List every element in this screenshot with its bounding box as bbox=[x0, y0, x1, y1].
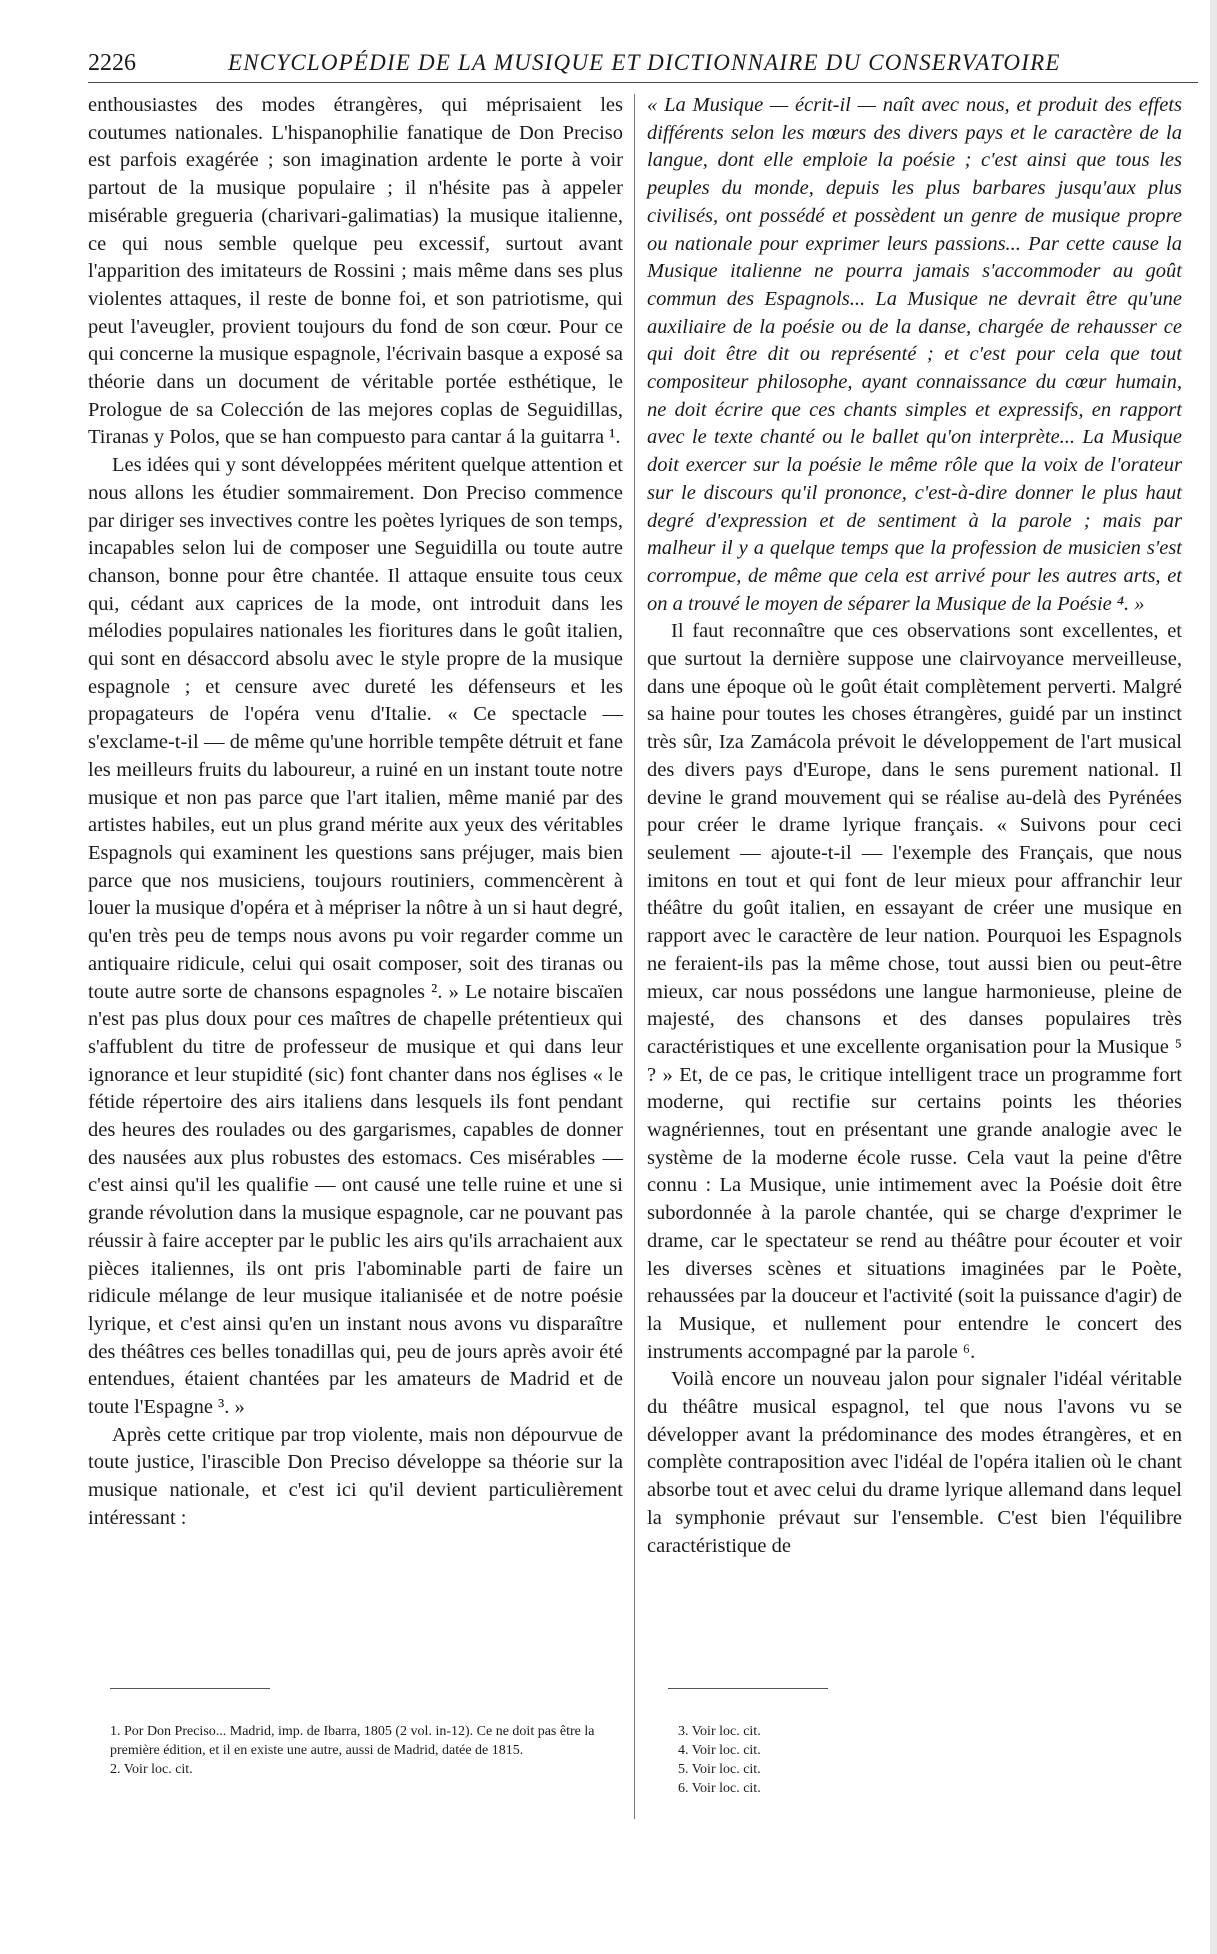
footnotes-right bbox=[678, 1722, 978, 1798]
left-paragraph-3: Après cette critique par trop violente, mais non dépourvue de toute justice, l'irascible Don Preciso développe sa théorie sur la musique nationale, et c'est ici qu'il devient particulièrement intéressant : bbox=[88, 1423, 623, 1529]
running-header bbox=[88, 46, 1198, 83]
right-paragraph-3: Voilà encore un nouveau jalon pour signaler l'idéal véritable du théâtre musical espagnol, tel que nous l'avons vu se développer avant la prédominance des modes étrangères, et en complète contraposition avec l'idéal de l'opéra italien où le chant absorbe tout et avec celui du drame lyrique allemand dans lequel la symphonie prévaut sur l'ensemble. C'est bien l'équilibre caractéristique de bbox=[647, 1368, 1182, 1557]
footnote-rule-right bbox=[668, 1688, 828, 1689]
page-edge bbox=[1210, 0, 1217, 1954]
footnote-4: 4. Voir loc. cit. bbox=[678, 1743, 761, 1758]
header-title: ENCYCLOPÉDIE DE LA MUSIQUE ET DICTIONNAIRE DU CONSERVATOIRE bbox=[228, 50, 1061, 75]
left-paragraph-1: enthousiastes des modes étrangères, qui méprisaient les coutumes nationales. L'hispanophilie fanatique de Don Preciso est parfois exagérée ; son imagination ardente le porte à voir partout de la musique populaire ; il n'hésite pas à appeler misérable gregueria (charivari-galimatias) la musique italienne, ce qui nous semble quelque peu excessif, surtout avant l'apparition des imitateurs de Rossini ; mais même dans ses plus violentes attaques, il reste de bonne foi, et son patriotisme, qui peut l'aveugler, provient toujours du fond de son cœur. Pour ce qui concerne la musique espagnole, l'écrivain basque a exposé sa théorie dans un document de véritable portée esthétique, le Prologue de sa Colección de las mejores coplas de Seguidillas, Tiranas y Polos, que se han compuesto para cantar á la guitarra ¹. bbox=[88, 94, 623, 449]
left-paragraph-2: Les idées qui y sont développées méritent quelque attention et nous allons les étudier sommairement. Don Preciso commence par diriger ses invectives contre les poètes lyriques de son temps, incapables selon lui de composer une Seguidilla ou toute autre chanson, bonne pour être chantée. Il attaque ensuite tous ceux qui, cédant aux caprices de la mode, ont introduit dans les mélodies populaires nationales les fioritures dans le goût italien, qui sont en désaccord absolu avec le style propre de la musique espagnole ; et censure avec dureté les défenseurs et les propagateurs de l'opéra venu d'Italie. « Ce spectacle — s'exclame-t-il — de même qu'une horrible tempête détruit et fane les meilleurs fruits du laboureur, a ruiné en un instant toute notre musique et non pas parce que l'art italien, même manié par des artistes habiles, eut un plus grand mérite aux yeux des véritables Espagnols qui examinent les questions sans préjuger, mais bien parce que nos musiciens, toujours routiniers, commencèrent à louer la musique d'opéra et à mépriser la nôtre à un si haut degré, qu'en très peu de temps nous avons pu voir regarder comme un antiquaire ridicule, celui qui osait composer, soit des tiranas ou toute autre sorte de chansons espagnoles ². » Le notaire biscaïen n'est pas plus doux pour ces maîtres de chapelle prétentieux qui s'affublent du titre de professeur de musique et qui dans leur ignorance et leur stupidité (sic) font chanter dans nos églises « le fétide répertoire des airs italiens dans lesquels ils font pendant des heures des roulades ou des gargarismes, capables de donner des nausées aux plus robustes des estomacs. Ces misérables — c'est ainsi qu'il les qualifie — ont causé une telle ruine et une si grande révolution dans la musique espagnole, car ne pouvant pas réussir à faire accepter par le public les airs qu'ils arrachaient aux pièces italiennes, ils ont pris l'abominable parti de faire un ridicule mélange de leur musique italianisée et de notre poésie lyrique, et c'est ainsi qu'en un instant nous avons vu disparaître des théâtres ces belles tonadillas qui, peu de jours après avoir été entendues, étaient chantées par les amateurs de Madrid et de toute l'Espagne ³. » bbox=[88, 454, 623, 1419]
page-number: 2226 bbox=[88, 50, 136, 76]
right-paragraph-1: « La Musique — écrit-il — naît avec nous, et produit des effets différents selon les mœurs des divers pays et le caractère de la langue, dont elle emploie la poésie ; c'est ainsi que tous les peuples du monde, depuis les plus barbares jusqu'aux plus civilisés, ont possédé et possèdent un genre de musique propre ou nationale pour exprimer leurs passions... Par cette cause la Musique italienne ne pourra jamais s'accommoder au goût commun des Espagnols... La Musique ne devrait être qu'une auxiliaire de la poésie ou de la danse, chargée de rehausser ce qui doit être dit ou représenté ; et c'est pour cela que tout compositeur philosophe, ayant connaissance du cœur humain, ne doit écrire que ces chants simples et expressifs, en rapport avec le texte chanté ou le ballet qu'on interprète... La Musique doit exercer sur la poésie le même rôle que la voix de l'orateur sur le discours qu'il prononce, c'est-à-dire donner le plus haut degré d'expression et de sentiment à la parole ; mais par malheur il y a quelque temps que la profession de musicien s'est corrompue, de même que cela est arrivé pour les autres arts, et on a trouvé le moyen de séparer la Musique de la Poésie ⁴. » bbox=[647, 94, 1182, 615]
footnote-rule-left bbox=[110, 1688, 270, 1689]
footnotes-left bbox=[110, 1722, 610, 1779]
footnote-1: 1. Por Don Preciso... Madrid, imp. de Ibarra, 1805 (2 vol. in-12). Ce ne doit pas être la première édition, et il en existe une autre, aussi de Madrid, datée de 1815. bbox=[110, 1724, 595, 1758]
footnote-5: 5. Voir loc. cit. bbox=[678, 1762, 761, 1777]
column-divider bbox=[634, 94, 635, 1819]
footnote-3: 3. Voir loc. cit. bbox=[678, 1724, 761, 1739]
right-paragraph-2: Il faut reconnaître que ces observations sont excellentes, et que surtout la dernière suppose une clairvoyance merveilleuse, dans une époque où le goût était complètement perverti. Malgré sa haine pour toutes les choses étrangères, guidé par un instinct très sûr, Iza Zamácola prévoit le développement de l'art musical des divers pays d'Europe, dans le sens purement national. Il devine le grand mouvement qui se réalise au-delà des Pyrénées pour créer le drame lyrique français. « Suivons pour ceci seulement — ajoute-t-il — l'exemple des Français, que nous imitons en tout et qui font de leur mieux pour affranchir leur théâtre du goût italien, en essayant de créer une musique en rapport avec le caractère de leur nation. Pourquoi les Espagnols ne feraient-ils pas la même chose, tout aussi bien ou peut-être mieux, car nous possédons une langue harmonieuse, pleine de majesté, des chansons et des danses populaires très caractéristiques et une excellente organisation pour la Musique ⁵ ? » Et, de ce pas, le critique intelligent trace un programme fort moderne, qui rectifie sur certains points les théories wagnériennes, tout en présentant une grande analogie avec le système de la moderne école russe. Cela vaut la peine d'être connu : La Musique, unie intimement avec la Poésie doit être subordonnée à la parole chantée, qui se charge d'exprimer le drame, car le spectateur se rend au théâtre pour écouter et voir les diverses scènes et situations imaginées par le Poète, rehaussées par la douceur et l'activité (soit la puissance d'agir) de la Musique, et nullement pour entendre le concert des instruments accompagné par la parole ⁶. bbox=[647, 620, 1182, 1363]
footnote-6: 6. Voir loc. cit. bbox=[678, 1781, 761, 1796]
footnote-2: 2. Voir loc. cit. bbox=[110, 1762, 193, 1777]
left-column bbox=[88, 92, 623, 1533]
right-column bbox=[647, 92, 1182, 1560]
